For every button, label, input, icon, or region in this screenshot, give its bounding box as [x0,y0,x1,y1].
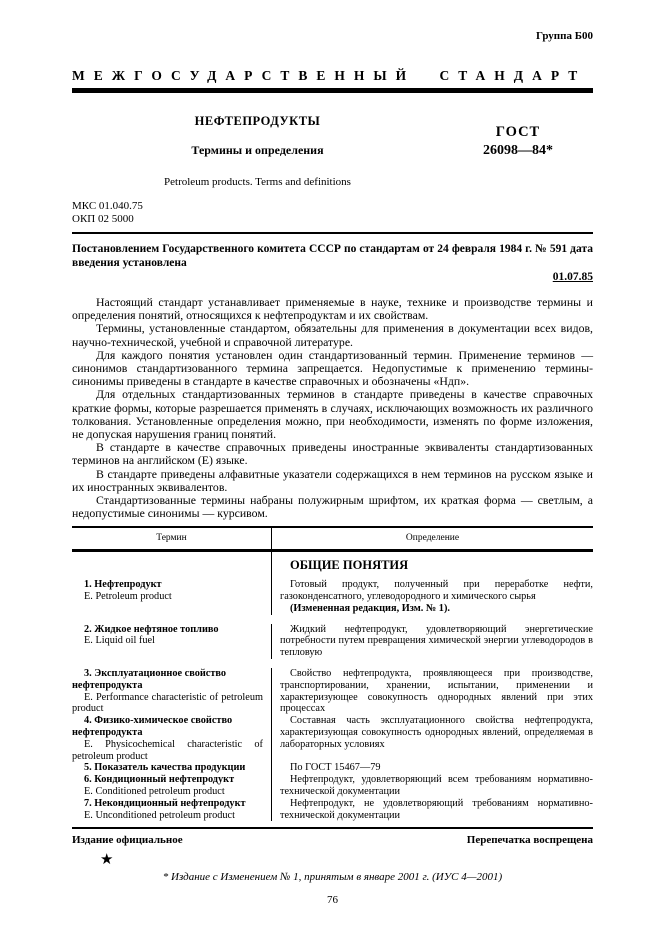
term-text: 1. Нефтепродукт [84,579,162,591]
paragraph: Стандартизованные термины набраны полужирным шрифтом, их краткая форма — светлым, а недопустимые синонимы — курсивом. [72,493,593,521]
term-english: E. Performance characteristic of petroleum product [72,691,263,715]
table-row [72,774,593,798]
paragraph: Для каждого понятия установлен один стандартизованный термин. Применение терминов — синонимов стандартизованного термина запрещается. Недопустимые к применению термины-синонимы приведены в стандарте в качестве справочных и обозначены «Ндп». [72,347,593,389]
document-title-ru: НЕФТЕПРОДУКТЫ [194,114,321,128]
gost-designation-box [443,93,593,188]
definition-text: Составная часть эксплуатационного свойства нефтепродукта, характеризующая совокупность однородных явлений, определяемая в лабораторных условиях [280,715,593,750]
paragraph: В стандарте приведены алфавитные указатели содержащихся в нем терминов на русском языке и их иностранных эквивалентов. [72,466,593,494]
star-icon: ★ [100,852,114,869]
page-number: 76 [327,894,338,907]
term-english: E. Conditioned petroleum product [84,786,225,797]
classification-codes [72,200,593,225]
gost-number: 26098—84* [483,143,553,158]
definition-text: По ГОСТ 15467—79 [290,762,381,774]
table-row [72,762,593,774]
column-header-term: Термин [72,528,272,549]
table-row [72,668,593,715]
decree-paragraph: Постановлением Государственного комитета СССР по стандартам от 24 февраля 1984 г. № 591 дата введения установлена [72,243,593,269]
title-left-column [72,93,443,188]
footer-line [72,834,593,846]
gost-label: ГОСТ [495,124,541,140]
table-row [72,715,593,762]
official-edition-label: Издание официальное [72,834,183,847]
group-code: Группа Б00 [536,30,593,42]
terms-table-header [72,528,593,552]
definition-text: Готовый продукт, полученный при переработке нефти, газоконденсатного, углеводородного и химического сырья [280,579,593,603]
term-text: 3. Эксплуатационное свойство нефтепродукта [72,668,227,691]
paragraph: Для отдельных стандартизованных терминов в стандарте приведены в качестве справочных краткие формы, которые разрешается применять в случаях, исключающих возможность их различного толкования. Установленные определения можно, при необходимости, изменять по форме изложения, не допуская нарушения границ понятий. [72,387,593,442]
effective-date: 01.07.85 [552,271,593,283]
introduction-paragraphs [72,296,593,520]
term-english: E. Liquid oil fuel [84,635,155,647]
document-subtitle-ru: Термины и определения [191,143,324,157]
term-text: 5. Показатель качества продукции [84,762,246,774]
table-row [72,579,593,614]
section-heading: ОБЩИЕ ПОНЯТИЯ [290,558,409,573]
table-row [72,624,593,659]
reprint-notice-label: Перепечатка воспрещена [466,834,593,847]
term-english: E. Unconditioned petroleum product [84,809,235,821]
mks-code: МКС 01.040.75 [72,200,143,212]
term-english: E. Physicochemical characteristic of petroleum product [72,738,263,762]
okp-code: ОКП 02 5000 [72,212,134,225]
title-block [72,93,593,188]
table-row [72,798,593,822]
revision-note: (Измененная редакция, Изм. № 1). [290,602,450,614]
paragraph: Термины, установленные стандартом, обязательны для применения в документации всех видов, научно-технической, учебной и справочной литературе. [72,321,593,349]
term-text: 2. Жидкое нефтяное топливо [84,623,219,635]
divider-rule [72,232,593,234]
definition-text: Нефтепродукт, удовлетворяющий всем требованиям нормативно-технической документации [280,774,593,797]
term-text: 7. Некондиционный нефтепродукт [84,797,246,809]
section-heading-row [72,552,593,579]
terms-table [72,526,593,829]
document-title-en: Petroleum products. Terms and definitions [164,176,351,188]
term-text: 4. Физико-химическое свойство нефтепродукта [72,715,233,739]
terms-table-body [72,552,593,829]
term-english: E. Petroleum product [84,591,172,603]
definition-text: Жидкий нефтепродукт, удовлетворяющий энергетические потребности путем превращения химической энергии углеводородов в тепловую [280,623,593,659]
definition-text: Нефтепродукт, не удовлетворяющий требованиям нормативно-технической документации [280,797,593,821]
standard-kind-heading: МЕЖГОСУДАРСТВЕННЫЙ СТАНДАРТ [72,68,587,83]
paragraph: Настоящий стандарт устанавливает применяемые в науке, технике и производстве термины и определения понятий, относящихся к нефтепродуктам и их свойствам. [72,295,593,323]
definition-text: Свойство нефтепродукта, проявляющееся при производстве, транспортировании, хранении, испытании, применении и характеризующее совокупность однородных явлений при этих процессах [280,668,593,715]
paragraph: В стандарте в качестве справочных приведены иностранные эквиваленты стандартизованных терминов на английском (Е) языке. [72,440,593,468]
term-text: 6. Кондиционный нефтепродукт [84,774,235,786]
amendment-footnote: * Издание с Изменением № 1, принятым в январе 2001 г. (ИУС 4—2001) [162,871,503,884]
column-header-definition: Определение [405,533,460,544]
section-spacer-cell [72,552,272,579]
